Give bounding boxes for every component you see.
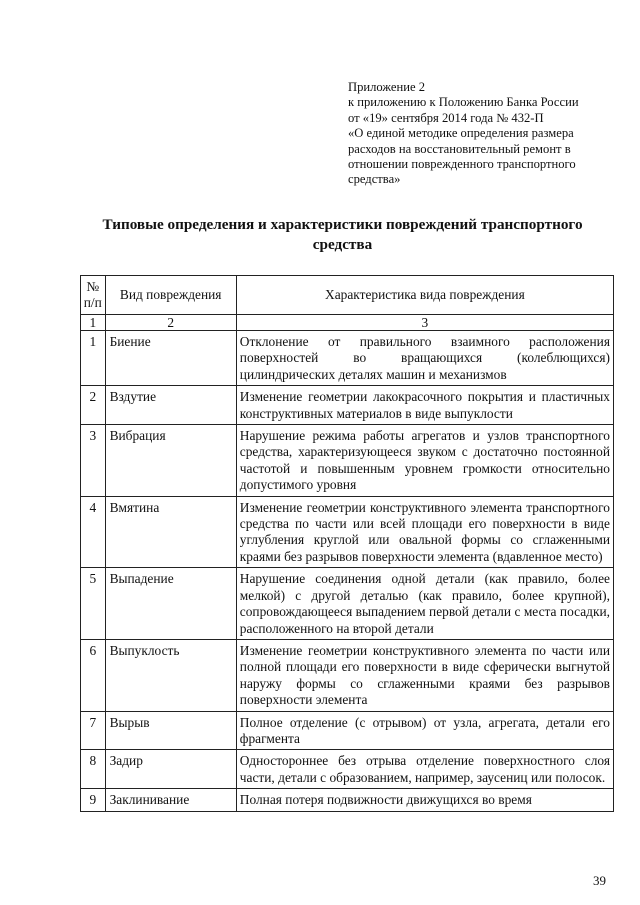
table-row bbox=[81, 639, 614, 711]
header-number bbox=[81, 276, 106, 315]
table-row bbox=[81, 568, 614, 640]
damage-characteristic: Изменение геометрии конструктивного элемента транспортного средства по части или всей площади его поверхности в виде углубления круглой или овальной формы со сглаженными краями без разрывов поверхности элемента (вдавленное место) bbox=[236, 496, 613, 568]
column-index: 3 bbox=[236, 315, 613, 331]
damage-characteristic: Нарушение соединения одной детали (как правило, более мелкой) с другой деталью (как правило, более крупной), сопровождающееся выпадением первой детали с места посадки, расположенного на второй детали bbox=[236, 568, 613, 640]
header-number-line: № bbox=[86, 278, 100, 294]
damage-definitions-table bbox=[80, 275, 614, 812]
damage-characteristic: Изменение геометрии лакокрасочного покрытия и пластичных конструктивных материалов в виде выпуклости bbox=[236, 386, 613, 425]
row-number: 3 bbox=[81, 425, 106, 497]
header-damage-characteristic: Характеристика вида повреждения bbox=[236, 276, 613, 315]
row-number: 8 bbox=[81, 750, 106, 789]
table-row bbox=[81, 496, 614, 568]
damage-characteristic: Полная потеря подвижности движущихся во время bbox=[236, 789, 613, 811]
damage-type: Биение bbox=[105, 331, 236, 386]
header-damage-type: Вид повреждения bbox=[105, 276, 236, 315]
damage-characteristic: Полное отделение (с отрывом) от узла, агрегата, детали его фрагмента bbox=[236, 711, 613, 750]
column-index: 2 bbox=[105, 315, 236, 331]
damage-type: Выпадение bbox=[105, 568, 236, 640]
appendix-line: Приложение 2 bbox=[348, 80, 426, 94]
document-title-line: средства bbox=[312, 236, 373, 253]
table-row bbox=[81, 425, 614, 497]
damage-type: Выпуклость bbox=[105, 639, 236, 711]
appendix-line: от «19» сентября 2014 года № 432-П bbox=[348, 110, 544, 125]
column-index-row bbox=[81, 315, 614, 331]
document-title-line: Типовые определения и характеристики повреждений транспортного bbox=[102, 216, 583, 233]
appendix-line: расходов на восстановительный ремонт в bbox=[348, 141, 571, 156]
table-header-row bbox=[81, 276, 614, 315]
table-row bbox=[81, 386, 614, 425]
appendix-line: отношении поврежденного транспортного bbox=[348, 157, 576, 172]
row-number: 6 bbox=[81, 639, 106, 711]
column-index: 1 bbox=[81, 315, 106, 331]
damage-characteristic: Изменение геометрии конструктивного элемента по части или полной площади его поверхности в виде сферически выгнутой наружу формы со сглаженными краями без разрывов поверхности элемента bbox=[236, 639, 613, 711]
appendix-line: средства» bbox=[348, 172, 401, 187]
row-number: 2 bbox=[81, 386, 106, 425]
damage-type: Вмятина bbox=[105, 496, 236, 568]
document-title bbox=[80, 215, 605, 255]
table-row bbox=[81, 789, 614, 811]
table-row bbox=[81, 331, 614, 386]
appendix-line: «О единой методике определения размера bbox=[348, 126, 574, 141]
header-number-line: п/п bbox=[83, 295, 102, 310]
damage-characteristic: Отклонение от правильного взаимного расположения поверхностей во вращающихся (колеблющихся) цилиндрических деталях машин и механизмов bbox=[236, 331, 613, 386]
damage-type: Вибрация bbox=[105, 425, 236, 497]
page-number: 39 bbox=[593, 873, 606, 888]
table-body bbox=[81, 315, 614, 812]
damage-type: Заклинивание bbox=[105, 789, 236, 811]
row-number: 1 bbox=[81, 331, 106, 386]
appendix-line: к приложению к Положению Банка России bbox=[348, 95, 579, 110]
row-number: 5 bbox=[81, 568, 106, 640]
row-number: 9 bbox=[81, 789, 106, 811]
table-row bbox=[81, 750, 614, 789]
table-header bbox=[81, 276, 614, 315]
damage-characteristic: Одностороннее без отрыва отделение поверхностного слоя части, детали с образованием, например, заусениц или полосок. bbox=[236, 750, 613, 789]
damage-type: Вздутие bbox=[105, 386, 236, 425]
appendix-reference bbox=[348, 80, 618, 188]
row-number: 4 bbox=[81, 496, 106, 568]
row-number: 7 bbox=[81, 711, 106, 750]
damage-characteristic: Нарушение режима работы агрегатов и узлов транспортного средства, характеризующееся звуком с достаточно постоянной частотой и повышенным уровнем громкости относительно допустимого уровня bbox=[236, 425, 613, 497]
damage-type: Задир bbox=[105, 750, 236, 789]
damage-type: Вырыв bbox=[105, 711, 236, 750]
table-row bbox=[81, 711, 614, 750]
